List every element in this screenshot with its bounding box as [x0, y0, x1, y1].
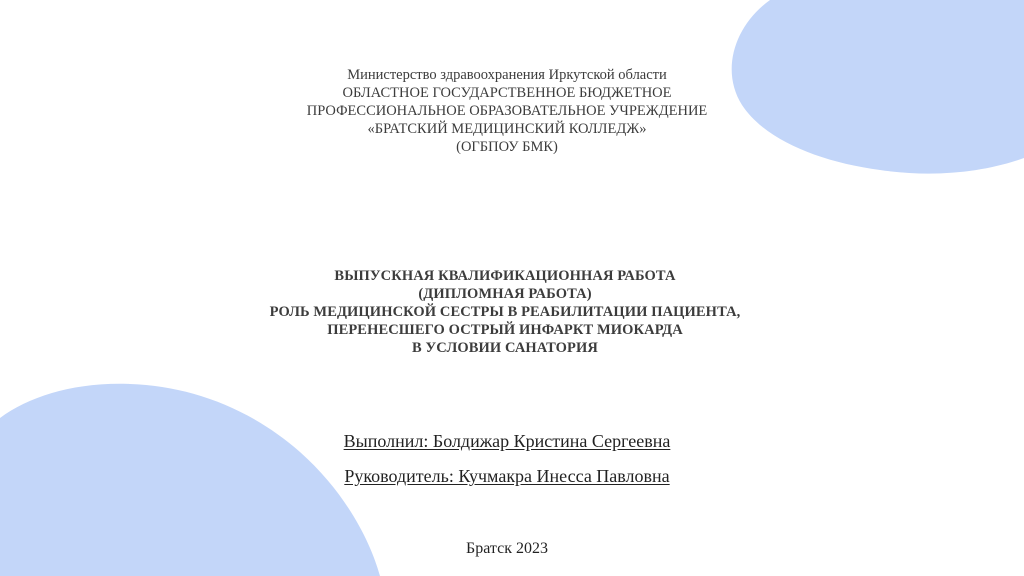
topic-line-1: РОЛЬ МЕДИЦИНСКОЙ СЕСТРЫ В РЕАБИЛИТАЦИИ ПАЦИЕНТА, — [269, 304, 741, 320]
college-name: «БРАТСКИЙ МЕДИЦИНСКИЙ КОЛЛЕДЖ» — [367, 121, 647, 137]
ministry-line: Министерство здравоохранения Иркутской области — [347, 67, 667, 83]
city-year: Братск 2023 — [466, 540, 548, 557]
institution-line-1: ОБЛАСТНОЕ ГОСУДАРСТВЕННОЕ БЮДЖЕТНОЕ — [342, 85, 672, 101]
work-subtype: (ДИПЛОМНАЯ РАБОТА) — [418, 286, 592, 302]
supervisor-name: Руководитель: Кучмакра Инесса Павловна — [344, 466, 670, 486]
institution-header — [0, 66, 1014, 156]
author-name: Выполнил: Болдижар Кристина Сергеевна — [343, 431, 671, 451]
author-line — [0, 431, 1014, 452]
topic-line-3: В УСЛОВИИ САНАТОРИЯ — [412, 340, 598, 356]
work-type: ВЫПУСКНАЯ КВАЛИФИКАЦИОННАЯ РАБОТА — [334, 268, 676, 284]
topic-line-2: ПЕРЕНЕСШЕГО ОСТРЫЙ ИНФАРКТ МИОКАРДА — [327, 322, 683, 338]
thesis-title — [0, 267, 1010, 357]
supervisor-line — [0, 466, 1014, 487]
college-abbreviation: (ОГБПОУ БМК) — [456, 139, 558, 155]
institution-line-2: ПРОФЕССИОНАЛЬНОЕ ОБРАЗОВАТЕЛЬНОЕ УЧРЕЖДЕНИЕ — [306, 103, 708, 119]
